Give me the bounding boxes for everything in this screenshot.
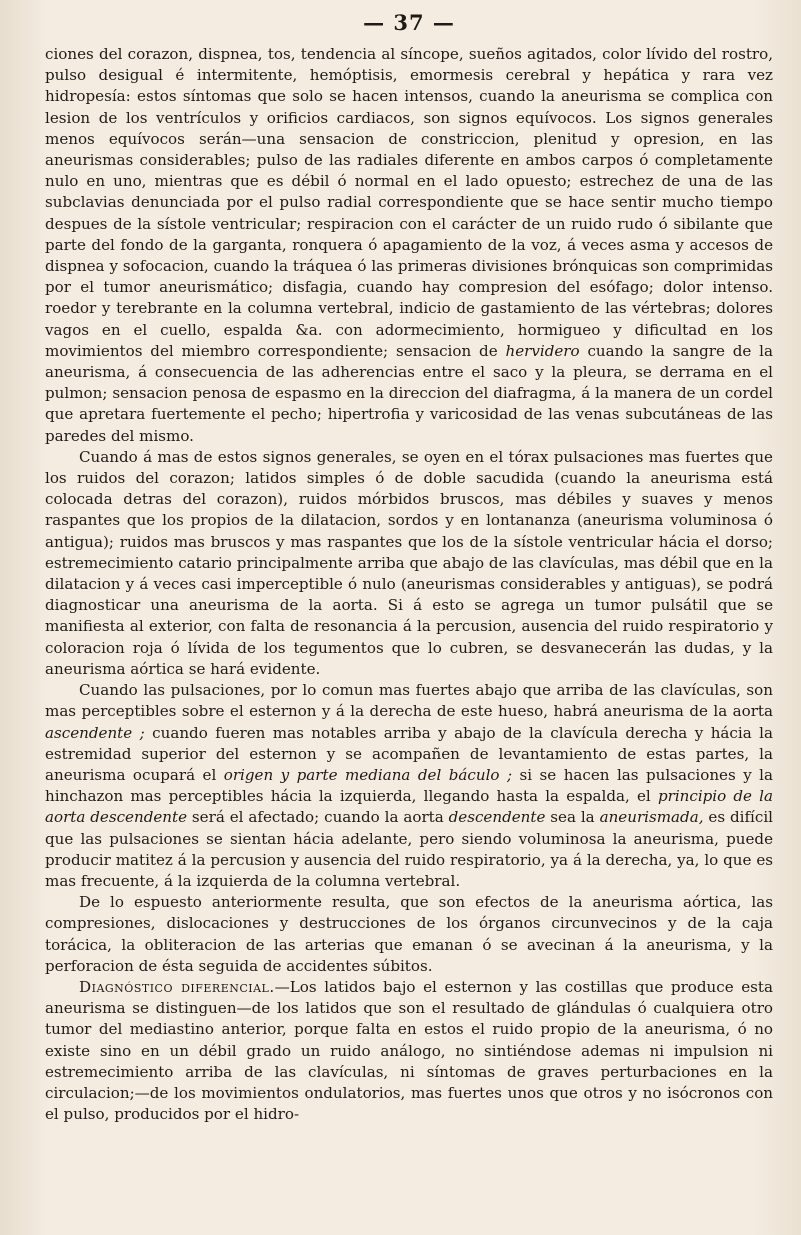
text-segment: ciones del corazon, dispnea, tos, tendencia al síncope, sueños agitados, color lívido del rostro, pulso desigual é intermitente, hemóptisis, emormesis cerebral y hepática y rara vez hidropesía: estos síntomas que solo se hacen intensos, cuando la aneurisma se complica con lesion de los ventrículos y orificios cardiacos, son signos equívocos. Los signos generales menos equívocos serán—una sensacion de constriccion, plenitud y opresion, en las aneurismas considerables; pulso de las radiales diferente en ambos carpos ó completamente nulo en uno, mientras que es débil ó normal en el lado opuesto; estrechez de una de las subclavias denunciada por el pulso radial correspondiente que se hace sentir mucho tiempo despues de la sístole ventricular; respiracion con el carácter de un ruido rudo ó sibilante que parte del fondo de la garganta, ronquera ó apagamiento de la voz, á veces asma y accesos de dispnea y sofocacion, cuando la tráquea ó las primeras divisiones brónquicas son comprimidas por el tumor aneurismático; disfagia, cuando hay compresion del esófago; dolor intenso. roedor y terebrante en la columna vertebral, indicio de gastamiento de las vértebras; dolores vagos en el cuello, espalda &a. con adormecimiento, hormigueo y dificultad en los movimientos del miembro correspondiente; sensacion de bbox=[45, 45, 773, 360]
text-segment: cuando fueren mas notables arriba y abajo de la clavícula derecha y hácia la estremidad superior del esternon y se acompañen de levantamiento de estas partes, la aneurisma ocupará el bbox=[45, 723, 773, 784]
text-segment: será el afectado; cuando la aorta bbox=[187, 808, 449, 827]
body-text bbox=[45, 44, 773, 1125]
text-segment: cuando la sangre de la aneurisma, á consecuencia de las adherencias entre el saco y la pleura, se derrama en el pulmon; sensacion penosa de espasmo en la direccion del diafragma, á la manera de un cordel que apretara fuertemente el pecho; hipertrofia y varicosidad de las venas subcutáneas de las paredes del mismo. bbox=[45, 341, 773, 445]
paragraph bbox=[45, 680, 773, 892]
italic-text: descendente bbox=[448, 808, 546, 827]
italic-text: principio de la aorta descendente bbox=[45, 787, 773, 827]
text-segment: sea la bbox=[545, 808, 600, 827]
page-number: — 37 — bbox=[363, 10, 455, 35]
text-segment: Cuando á mas de estos signos generales, se oyen en el tórax pulsaciones mas fuertes que los ruidos del corazon; latidos simples ó de doble sacudida (cuando la aneurisma está colocada detras del corazon), ruidos mórbidos bruscos, mas débiles y suaves y menos raspantes que los propios de la dilatacion, sordos y en lontananza (aneurisma voluminosa ó antigua); ruidos mas bruscos y mas raspantes que los de la sístole ventricular hácia el dorso; estremecimiento catario principalmente arriba que abajo de las clavículas, mas débil que en la dilatacion y á veces casi imperceptible ó nulo (aneurismas considerables y antiguas), se podrá diagnosticar una aneurisma de la aorta. Si á esto se agrega un tumor pulsátil que se manifiesta al exterior, con falta de resonancia á la percusion, ausencia del ruido respiratorio y coloracion roja ó lívida de los tegumentos que lo cubren, se desvanecerán las dudas, y la aneurisma aórtica se hará evidente. bbox=[45, 447, 773, 678]
text-segment: —Los latidos bajo el esternon y las costillas que produce esta aneurisma se distinguen—de los latidos que son el resultado de glándulas ó cualquiera otro tumor del mediastino anterior, porque falta en estos el ruido propio de la aneurisma, ó no existe sino en un débil grado un ruido análogo, no sintiéndose ademas ni impulsion ni estremecimiento arriba de las clavículas, ni síntomas de graves perturbaciones en la circulacion;—de los movimientos ondulatorios, mas fuertes unos que otros y no isócronos con el pulso, producidos por el hidro- bbox=[45, 977, 773, 1124]
italic-text: aneurismada, bbox=[599, 808, 704, 827]
section-heading: Diagnóstico diferencial. bbox=[79, 977, 275, 996]
italic-text: hervidero bbox=[505, 341, 580, 360]
text-segment: es difícil que las pulsaciones se sientan hácia adelante, pero siendo voluminosa la aneurisma, puede producir matitez á la percusion y ausencia del ruido respiratorio, ya á la derecha, ya, lo que es mas frecuente, á la izquierda de la columna vertebral. bbox=[45, 808, 773, 890]
text-segment: Cuando las pulsaciones, por lo comun mas fuertes abajo que arriba de las clavículas, son mas perceptibles sobre el esternon y á la derecha de este hueso, habrá aneurisma de la aorta bbox=[45, 681, 773, 721]
text-segment: si se hacen las pulsaciones y la hinchazon mas perceptibles hácia la izquierda, llegando hasta la espalda, el bbox=[45, 765, 774, 806]
italic-text: origen y parte mediana del báculo ; bbox=[223, 765, 513, 784]
paragraph bbox=[45, 892, 773, 977]
text-segment: De lo espuesto anteriormente resulta, que son efectos de la aneurisma aórtica, las compresiones, dislocaciones y destrucciones de los órganos circunvecinos y de la caja torácica, la obliteracion de las arterias que emanan ó se avecinan á la aneurisma, y la perforacion de ésta seguida de accidentes súbitos. bbox=[45, 893, 773, 975]
paragraph bbox=[45, 447, 773, 680]
italic-text: ascendente ; bbox=[45, 723, 145, 742]
paragraph bbox=[45, 977, 773, 1125]
paragraph bbox=[45, 44, 773, 447]
